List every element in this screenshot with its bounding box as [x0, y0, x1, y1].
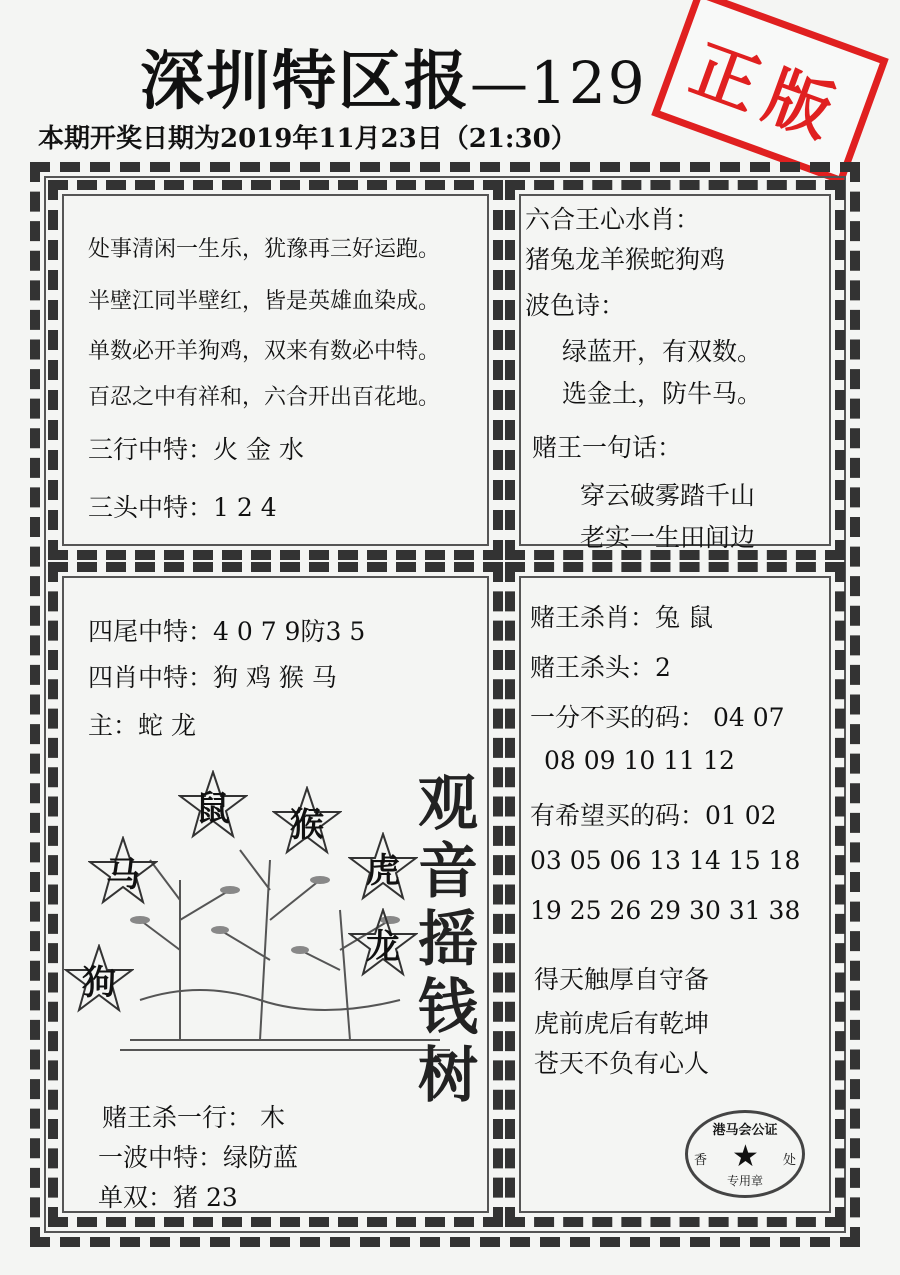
issue-number: —129 [470, 49, 647, 117]
bumai-line-2: 08 09 10 11 12 [544, 746, 735, 775]
zodiac-char: 鼠 [196, 788, 230, 829]
title-text: 深圳特区报 [140, 45, 470, 119]
seal-right-text: 处 [782, 1153, 796, 1168]
bose-line-1: 绿蓝开，有双数。 [562, 337, 763, 366]
sixiao-tip: 四肖中特：狗 鸡 猴 马 [88, 663, 337, 692]
poem-line-3: 单数必开羊狗鸡，双来有数必中特。 [88, 339, 441, 364]
xiwang-line-1: 有希望买的码：01 02 [530, 801, 777, 830]
zodiac-char: 猴 [290, 804, 324, 845]
zodiac-star-hou [272, 786, 342, 856]
shatou-tip: 赌王杀头：2 [530, 653, 671, 682]
seal-bottom-text: 专用章 [726, 1174, 763, 1188]
calligraphy-title: 观音摇钱树 [418, 769, 478, 1111]
seal-top-text: 港马会公证 [712, 1123, 778, 1138]
zodiac-star-long [348, 908, 418, 978]
verse-line-3: 苍天不负有心人 [534, 1049, 710, 1078]
zhu-tip: 主：蛇 龙 [88, 711, 196, 740]
zodiac-char: 马 [106, 854, 140, 895]
santou-tip: 三头中特：1 2 4 [88, 493, 277, 522]
liuhe-value: 猪兔龙羊猴蛇狗鸡 [525, 245, 726, 274]
duwang-label: 赌王一句话： [532, 433, 683, 462]
zodiac-star-gou [64, 944, 134, 1014]
danshuang-tip: 单双：猪 23 [98, 1183, 238, 1212]
verse-line-2: 虎前虎后有乾坤 [534, 1009, 710, 1038]
bumai-line-1: 一分不买的码： 04 07 [530, 703, 785, 732]
xiwang-line-3: 19 25 26 29 30 31 38 [530, 896, 801, 925]
poem-line-4: 百忍之中有祥和，六合开出百花地。 [88, 385, 441, 410]
bose-label: 波色诗： [525, 291, 626, 320]
bose-line-2: 选金土，防牛马。 [562, 379, 763, 408]
zodiac-star-shu [178, 770, 248, 840]
seal-star-icon: ★ [732, 1139, 759, 1174]
zodiac-star-ma [88, 836, 158, 906]
zodiac-char: 狗 [82, 962, 116, 1003]
zodiac-char: 龙 [366, 926, 400, 967]
newspaper-title [140, 30, 647, 122]
duwang-line-1: 穿云破雾踏千山 [580, 481, 756, 510]
liuhe-label: 六合王心水肖： [525, 205, 701, 234]
seal-left-text: 香 [694, 1153, 708, 1168]
shaxiao-tip: 赌王杀肖：兔 鼠 [530, 603, 713, 632]
zodiac-char: 虎 [366, 850, 400, 891]
notary-seal [685, 1110, 805, 1198]
yibo-tip: 一波中特：绿防蓝 [98, 1143, 299, 1172]
draw-date-line: 本期开奖日期为2019年11月23日（21:30） [38, 124, 577, 154]
siwei-tip: 四尾中特：4 0 7 9防3 5 [88, 617, 366, 646]
zodiac-star-hu [348, 832, 418, 902]
poem-line-2: 半壁江同半壁红，皆是英雄血染成。 [88, 289, 441, 314]
verse-line-1: 得天触厚自守备 [534, 965, 710, 994]
sanxing-tip: 三行中特：火 金 水 [88, 435, 304, 464]
shayixing-tip: 赌王杀一行： 木 [102, 1103, 285, 1132]
xiwang-line-2: 03 05 06 13 14 15 18 [530, 846, 801, 875]
duwang-line-2: 老实一生田间边 [580, 523, 756, 552]
poem-line-1: 处事清闲一生乐，犹豫再三好运跑。 [88, 237, 441, 262]
authentic-stamp: 正版 [651, 0, 889, 185]
